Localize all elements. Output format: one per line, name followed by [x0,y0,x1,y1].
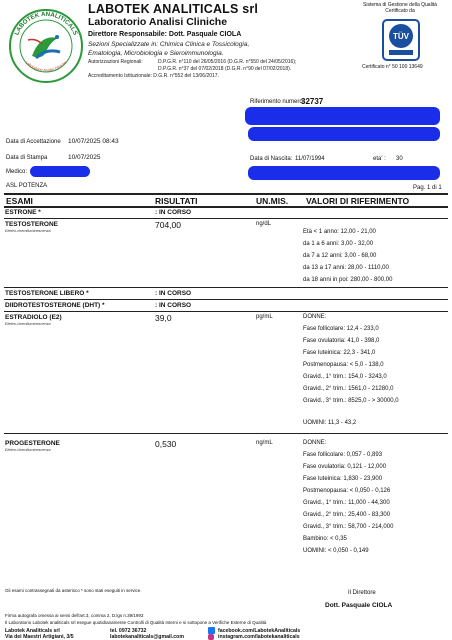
redacted-patient-name [245,107,440,125]
table-top-rule [4,193,448,195]
age-label: eta' : [373,156,386,162]
testosterone-ref-4: da 13 a 17 anni: 28,00 - 1110,00 [303,265,389,271]
accept-label: Data di Accettazione [6,139,61,145]
asterisk-note: Gli esami contrassegnati da asterisco * sono stati eseguiti in service. [5,588,142,593]
progesterone-name: PROGESTERONE [5,440,60,447]
authorization-line-2: D.P.G.R. n°37 del 07/02/2018 (D.G.R. n°90 del 07/02/2018). [158,66,292,72]
sections-line-1: Sezioni Specializzate in: Chimica Clinica e Tossicologia, [88,41,250,48]
lab-subtitle: Laboratorio Analisi Cliniche [88,16,228,28]
birth-label: Data di Nascita: [250,156,293,162]
estradiolo-ref-5: Postmenopausa: < 5,0 - 138,0 [303,362,384,368]
print-label: Data di Stampa [6,155,48,161]
accept-value: 10/07/2025 08:43 [68,138,119,145]
birth-value: 11/07/1994 [295,156,325,162]
footer-phone: tel. 0972 36732 [110,628,147,634]
accreditation: Accreditamento Istituzionale: D.G.R. n°552 del 13/06/2017. [88,73,219,79]
footer-facebook[interactable]: facebook.com/LabotekAnaliticals [218,628,301,634]
dht-result: : IN CORSO [155,302,192,309]
estradiolo-ref-2: Fase follicolare: 12,4 - 233,0 [303,326,379,332]
row-rule [4,218,448,219]
footer-company: Labotek Analiticals srl [5,628,60,634]
signature-note: Firma autografa omessa ai sensi dell'art.3, comma 2, D.lgs n.39/1993 [5,613,144,618]
testo-libero-result: : IN CORSO [155,290,192,297]
logo-ring-bottom: Laboratorio Analisi Cliniche [24,60,68,73]
lab-logo [6,8,86,84]
progesterone-ref-8: Gravid., 3° trim.: 58,700 - 214,000 [303,524,394,530]
testosterone-ref-1: Età < 1 anno: 12,00 - 21,00 [303,229,376,235]
progesterone-ref-2: Fase follicolare: 0,057 - 0,893 [303,452,383,458]
testo-libero-name: TESTOSTERONE LIBERO * [5,290,89,297]
redacted-city [248,166,440,180]
row-rule [4,311,448,312]
director-name: Dott. Pasquale CIOLA [325,602,393,609]
footer-email[interactable]: labotekanaliticals@gmail.com [110,634,184,640]
row-rule [4,433,448,434]
quality-note: Il Laboratorio Labotek analiticals srl esegue quotidianamente Controlli di Qualità Interni e si sottopone a Verifiche Esterne di Qualità [5,620,267,625]
tuv-badge [381,18,421,62]
ref-value: 32737 [301,97,324,106]
table-header-rule [4,206,448,208]
estrone-result: : IN CORSO [155,209,192,216]
lab-name: LABOTEK ANALITICALS srl [88,2,259,16]
testosterone-ref-2: da 1 a 6 anni: 3,00 - 32,00 [303,241,374,247]
testosterone-ref-5: da 18 anni in poi: 280,00 - 800,00 [303,277,393,283]
estrone-name: ESTRONE * [5,209,41,216]
progesterone-ref-10: UOMINI: < 0,050 - 0,149 [303,548,369,554]
col-result: RISULTATI [155,196,198,206]
tuv-text: TÜV [393,32,409,41]
estradiolo-method: Elettro-chemiluminescenza [5,322,51,326]
footer-instagram[interactable]: instagram.com/labotekanaliticals [218,634,300,640]
authorization-line-1: D.P.G.R. n°110 del 26/05/2016 (D.G.R. n°550 del 24/05/2016); [158,59,297,65]
progesterone-ref-9: Bambino: < 0,35 [303,536,347,542]
doctor-label: Medico: [6,169,28,175]
col-ref: VALORI DI RIFERIMENTO [306,196,410,206]
director-title: Il Direttore [348,590,376,596]
estradiolo-result: 39,0 [155,313,172,323]
progesterone-unit: ng/mL [256,440,273,446]
authorization-label: Autorizzazioni Regionali: [88,59,143,65]
redacted-address [248,127,440,141]
logo-ring-text: LABOTEK ANALITICALS [13,10,79,37]
estradiolo-ref-3: Fase ovulatoria: 41,0 - 398,0 [303,338,380,344]
progesterone-method: Elettro-chemiluminescenza [5,448,51,452]
print-value: 10/07/2025 [68,154,101,161]
estradiolo-ref-6: Gravid., 1° trim.: 154,0 - 3243,0 [303,374,387,380]
progesterone-ref-6: Gravid., 1° trim.: 11,000 - 44,300 [303,500,390,506]
progesterone-ref-4: Fase luteinica: 1,830 - 23,900 [303,476,383,482]
progesterone-result: 0,530 [155,439,177,449]
progesterone-ref-7: Gravid., 2° trim.: 25,400 - 83,300 [303,512,391,518]
dht-name: DIIDROTESTOSTERONE (DHT) * [5,302,105,309]
testosterone-name: TESTOSTERONE [5,221,58,228]
asl: ASL POTENZA [6,183,48,189]
testosterone-method: Elettro-chemiluminescenza [5,229,51,233]
director-line: Direttore Responsabile: Dott. Pasquale CIOLA [88,31,242,38]
estradiolo-ref-8: Gravid., 3° trim.: 8525,0 - > 30000,0 [303,398,399,404]
col-exam: ESAMI [6,196,33,206]
estradiolo-ref-4: Fase luteinica: 22,3 - 341,0 [303,350,376,356]
row-rule [4,299,448,300]
cert-number: Certificato n° 50 100 13649 [362,64,423,70]
estradiolo-name: ESTRADIOLO (E2) [5,314,62,321]
estradiolo-ref-1: DONNE: [303,314,327,320]
estradiolo-ref-men: UOMINI: 11,3 - 43,2 [303,420,357,426]
ref-label: Riferimento numero: [250,99,305,105]
facebook-icon [208,627,215,634]
testosterone-unit: ng/dL [256,221,272,227]
sections-line-2: Ematologia, Microbiologia e Sieroimmunologia. [88,50,224,57]
redacted-doctor [30,166,90,177]
page-indicator: Pag. 1 di 1 [413,185,442,191]
col-unit: UN.MIS. [256,196,289,206]
row-rule [4,287,448,288]
progesterone-ref-5: Postmenopausa: < 0,050 - 0,126 [303,488,391,494]
progesterone-ref-1: DONNE: [303,440,327,446]
testosterone-ref-3: da 7 a 12 anni: 3,00 - 68,00 [303,253,377,259]
progesterone-ref-3: Fase ovulatoria: 0,121 - 12,000 [303,464,387,470]
estradiolo-unit: pg/mL [256,314,273,320]
footer-address-1: Via dei Maestri Artigiani, 3/5 [5,634,74,640]
testosterone-result: 704,00 [155,220,181,230]
instagram-icon [208,634,214,640]
estradiolo-ref-7: Gravid., 2° trim.: 1561,0 - 21280,0 [303,386,394,392]
age-value: 30 [396,156,403,162]
cert-text: Sistema di Gestione della Qualità Certificato da [363,2,437,14]
